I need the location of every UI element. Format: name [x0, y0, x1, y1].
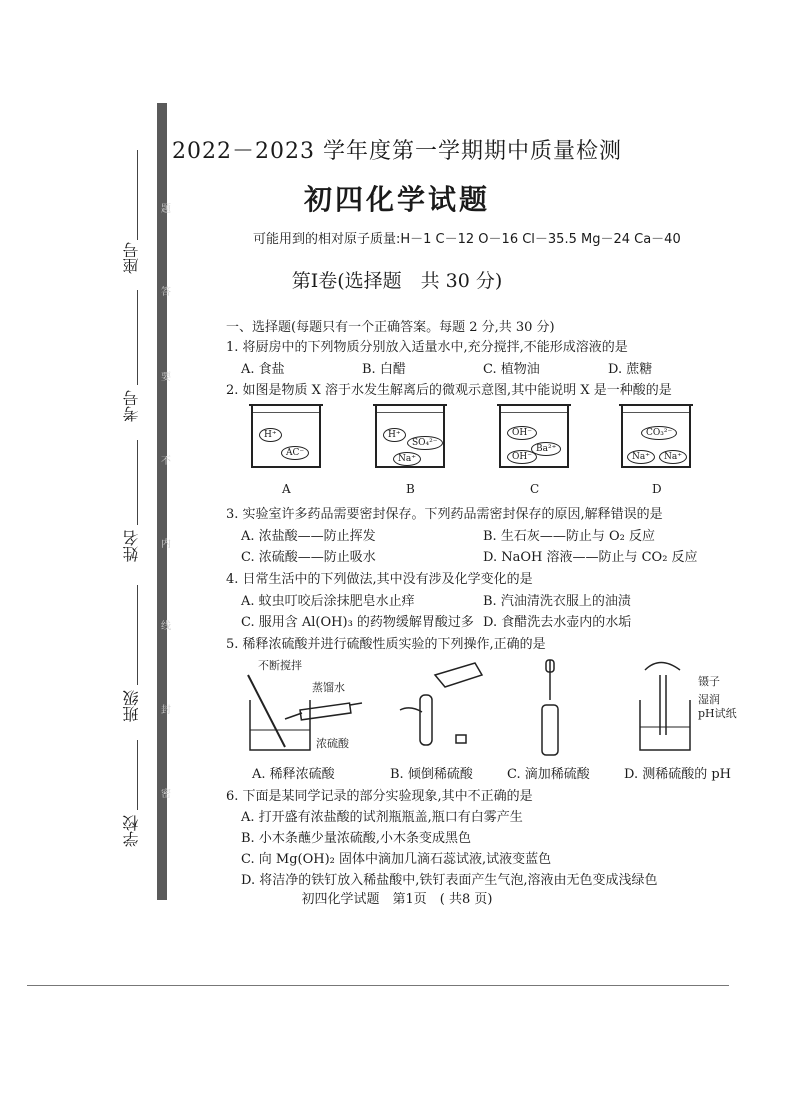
option: C. 服用含 Al(OH)₃ 的药物缓解胃酸过多 [241, 615, 474, 630]
ion: Na⁺ [659, 450, 687, 464]
strip-label: 题 [161, 204, 171, 215]
class-line [137, 585, 138, 685]
beaker-label: D [652, 482, 662, 496]
question-stem: 5. 稀释浓硫酸并进行硫酸性质实验的下列操作,正确的是 [226, 637, 546, 652]
ion: Ba²⁺ [531, 442, 561, 456]
ion: OH⁻ [507, 450, 537, 464]
exam-title: 2022－2023 学年度第一学期期中质量检测 [172, 139, 622, 164]
ion: AC⁻ [281, 446, 309, 460]
strip-label: 封 [161, 705, 171, 716]
beaker-label: A [282, 482, 291, 496]
stir-label: 蒸馏水 [312, 681, 345, 694]
name-label: 姓名 [122, 530, 141, 562]
part-title: 第Ⅰ卷(选择题 共 30 分) [291, 270, 503, 292]
q5-illustrations [240, 655, 780, 760]
option: D. 将洁净的铁钉放入稀盐酸中,铁钉表面产生气泡,溶液由无色变成浅绿色 [241, 873, 658, 888]
option: C. 植物油 [483, 362, 540, 377]
ion: H⁺ [259, 428, 282, 442]
question-stem: 1. 将厨房中的下列物质分别放入适量水中,充分搅拌,不能形成溶液的是 [226, 340, 628, 355]
option: B. 汽油清洗衣服上的油渍 [483, 594, 631, 609]
ion: Na⁺ [627, 450, 655, 464]
beaker-c [499, 404, 569, 468]
ion: H⁺ [383, 428, 406, 442]
option: A. 打开盛有浓盐酸的试剂瓶瓶盖,瓶口有白雾产生 [241, 810, 523, 825]
option: B. 小木条蘸少量浓硫酸,小木条变成黑色 [241, 831, 471, 846]
beaker-a [251, 404, 321, 468]
name-line [137, 440, 138, 525]
option: D. 食醋洗去水壶内的水垢 [483, 615, 632, 630]
page-footer: 初四化学试题 第1页 ( 共8 页) [301, 892, 493, 907]
option: A. 稀释浓硫酸 [252, 767, 335, 782]
ion: Na⁺ [393, 452, 421, 466]
option: D. 测稀硫酸的 pH [624, 767, 732, 782]
class-label: 班级 [122, 690, 141, 722]
option: D. 蔗糖 [608, 362, 653, 377]
paper-label: 湿润 [698, 693, 720, 706]
exam-no-line [137, 290, 138, 385]
option: A. 蚊虫叮咬后涂抹肥皂水止痒 [241, 594, 415, 609]
paper-title: 初四化学试题 [303, 183, 490, 216]
strip-label: 线 [161, 621, 171, 632]
binding-strip [157, 103, 167, 900]
beaker-d [621, 404, 691, 468]
option: A. 食盐 [241, 362, 285, 377]
question-stem: 2. 如图是物质 X 溶于水发生解离后的微观示意图,其中能说明 X 是一种酸的是 [226, 383, 672, 398]
school-line [137, 740, 138, 810]
option: B. 白醋 [362, 362, 406, 377]
strip-label: 要 [161, 372, 171, 383]
section-instruction: 一、选择题(每题只有一个正确答案。每题 2 分,共 30 分) [226, 320, 555, 335]
option: B. 倾倒稀硫酸 [390, 767, 473, 782]
ion: CO₃²⁻ [641, 426, 677, 440]
scan-edge-line [27, 985, 729, 986]
acid-label: 浓硫酸 [316, 737, 349, 750]
strip-label: 答 [161, 287, 171, 298]
option: C. 浓硫酸——防止吸水 [241, 550, 376, 565]
option: D. NaOH 溶液——防止与 CO₂ 反应 [483, 550, 698, 565]
beaker-label: C [530, 482, 540, 496]
tweezers-label: 镊子 [698, 675, 720, 688]
question-stem: 4. 日常生活中的下列做法,其中没有涉及化学变化的是 [226, 572, 533, 587]
option: B. 生石灰——防止与 O₂ 反应 [483, 529, 655, 544]
strip-label: 密 [161, 789, 171, 800]
option: C. 向 Mg(OH)₂ 固体中滴加几滴石蕊试液,试液变蓝色 [241, 852, 552, 867]
option: C. 滴加稀硫酸 [507, 767, 590, 782]
fig-b [400, 663, 482, 745]
beaker-label: B [406, 482, 415, 496]
exam-no-label: 考号 [122, 390, 141, 422]
strip-label: 内 [161, 539, 171, 550]
fig-d [640, 663, 690, 751]
stir-label: 不断搅拌 [258, 659, 302, 672]
beaker-b [375, 404, 445, 468]
atomic-masses: 可能用到的相对原子质量:H－1 C－12 O－16 Cl－35.5 Mg－24 Ca－40 [253, 232, 681, 247]
strip-label: 不 [161, 456, 171, 467]
seat-label: 座号 [122, 242, 141, 274]
ion: SO₄²⁻ [407, 436, 443, 450]
option: A. 浓盐酸——防止挥发 [241, 529, 376, 544]
school-label: 学校 [122, 815, 141, 847]
ion: OH⁻ [507, 426, 537, 440]
fig-c [542, 660, 558, 755]
question-stem: 3. 实验室许多药品需要密封保存。下列药品需密封保存的原因,解释错误的是 [226, 507, 663, 522]
paper-label2: pH试纸 [698, 707, 737, 720]
question-stem: 6. 下面是某同学记录的部分实验现象,其中不正确的是 [226, 789, 533, 804]
